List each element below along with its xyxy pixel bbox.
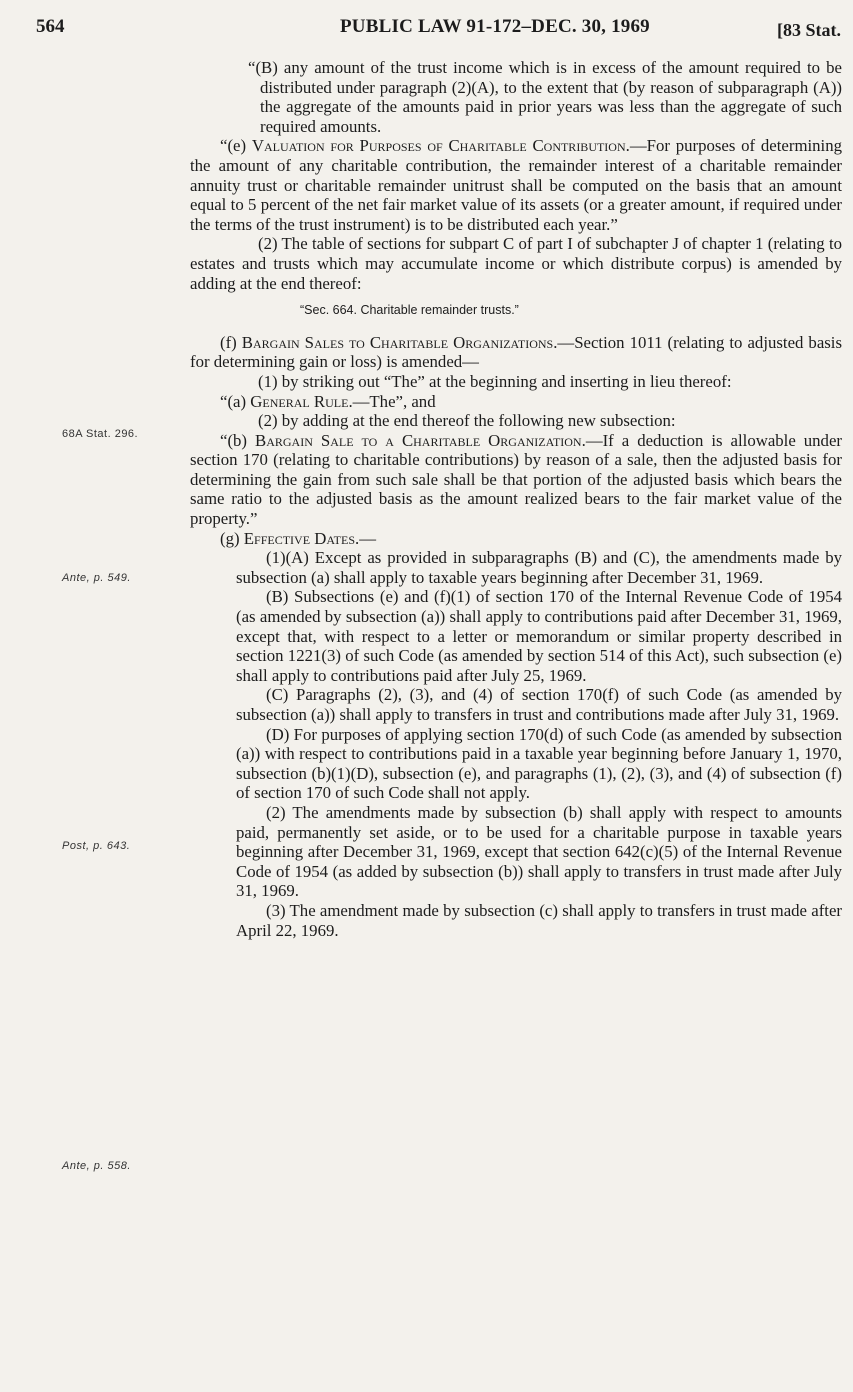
section-heading: Valuation for Purposes of Charitable Contribution.— xyxy=(251,136,647,156)
paragraph-lead: “(e) xyxy=(220,136,247,156)
paragraph: (1)(A) Except as provided in subparagraphs (B) and (C), the amendments made by subsection (a) shall apply to taxable years beginning after December 31, 1969. xyxy=(236,548,842,587)
paragraph-text: —If a deduction is allowable under section 170 (relating to charitable contributions) by reason of a sale, then the adjusted basis for determining the gain from such sale shall be that portion of the adjusted basis which bears the same ratio to the adjusted basis as the amount realized bears to the fair market value of the property.” xyxy=(190,430,842,529)
paragraph-lead: (g) xyxy=(220,528,240,548)
paragraph xyxy=(190,136,842,234)
paragraph: (D) For purposes of applying section 170(d) of such Code (as amended by subsection (a)) with respect to contributions paid in a taxable year beginning before January 1, 1970, subsection (b)(1)(D), subsection (e), and paragraphs (1), (2), (3), and (4) of subsection (f) of section 170 of such Code shall not apply. xyxy=(236,724,842,803)
paragraph-lead: “(a) xyxy=(220,391,247,411)
section-heading: Effective Dates. xyxy=(243,528,360,548)
margin-note-citation: 68A Stat. 296. xyxy=(62,428,139,440)
page-header xyxy=(36,10,841,44)
paragraph-text: —Section 1011 (relating to adjusted basis for determining gain or loss) is amended— xyxy=(190,332,842,372)
paragraph: (1) by striking out “The” at the beginning and inserting in lieu thereof: xyxy=(258,371,732,391)
statute-reference: [83 Stat. xyxy=(777,20,841,40)
paragraph xyxy=(190,431,842,529)
paragraph-lead: “(b) xyxy=(220,430,248,450)
paragraph xyxy=(190,333,842,372)
paragraph: (B) Subsections (e) and (f)(1) of section 170 of the Internal Revenue Code of 1954 (as amended by subsection (a)) shall apply to contributions paid after December 31, 1969, except that, with respect to a letter or memorandum or similar property described in section 1221(3) of such Code (as amended by section 514 of this Act), such subsection (e) shall apply to contributions paid after July 25, 1969. xyxy=(236,587,842,685)
margin-note-citation: Ante, p. 549. xyxy=(62,572,131,584)
margin-note-citation: Post, p. 643. xyxy=(62,840,131,852)
paragraph-lead: (f) xyxy=(220,332,237,352)
paragraph-text: —The”, and xyxy=(352,391,436,411)
paragraph-text: — xyxy=(359,528,376,548)
paragraph: (2) The table of sections for subpart C of part I of subchapter J of chapter 1 (relating to estates and trusts which may accumulate income or which distribute corpus) is amended by adding at the end thereof: xyxy=(190,234,842,293)
section-heading: Bargain Sale to a Charitable Organization. xyxy=(255,430,586,450)
section-table-entry: “Sec. 664. Charitable remainder trusts.” xyxy=(300,303,519,318)
paragraph: (3) The amendment made by subsection (c) shall apply to transfers in trust made after April 22, 1969. xyxy=(236,900,842,940)
section-heading: General Rule. xyxy=(250,391,353,411)
paragraph: (C) Paragraphs (2), (3), and (4) of section 170(f) of such Code (as amended by subsection (a)) shall apply to transfers in trust and contributions made after July 31, 1969. xyxy=(236,685,842,724)
paragraph: (2) The amendments made by subsection (b) shall apply with respect to amounts paid, permanently set aside, or to be used for a charitable purpose in taxable years beginning after December 31, 1969, except that section 642(c)(5) of the Internal Revenue Code of 1954 (as added by subsection (b)) shall apply to transfers in trust made after July 31, 1969. xyxy=(236,802,842,901)
margin-note-citation: Ante, p. 558. xyxy=(62,1160,131,1172)
paragraph-text: For purposes of determining the amount of any charitable contribution, the remainder interest of a charitable remainder annuity trust or charitable remainder unitrust shall be computed on the basis that an amount equal to 5 percent of the net fair market value of its assets (or a greater amount, if required under the terms of the trust instrument) is to be distributed each year.” xyxy=(190,136,842,234)
running-title: PUBLIC LAW 91-172–DEC. 30, 1969 xyxy=(340,16,650,37)
paragraph: “(B) any amount of the trust income which is in excess of the amount required to be distributed under paragraph (2)(A), to the extent that (by reason of subparagraph (A)) the aggregate of the amounts paid in prior years was less than the aggregate of such required amounts. xyxy=(248,58,842,136)
paragraph xyxy=(190,392,842,412)
paragraph: (2) by adding at the end thereof the following new subsection: xyxy=(258,411,676,431)
section-heading: Bargain Sales to Charitable Organizations. xyxy=(241,332,558,352)
paragraph xyxy=(190,529,842,549)
page-number: 564 xyxy=(36,16,65,37)
document-body xyxy=(190,58,842,940)
